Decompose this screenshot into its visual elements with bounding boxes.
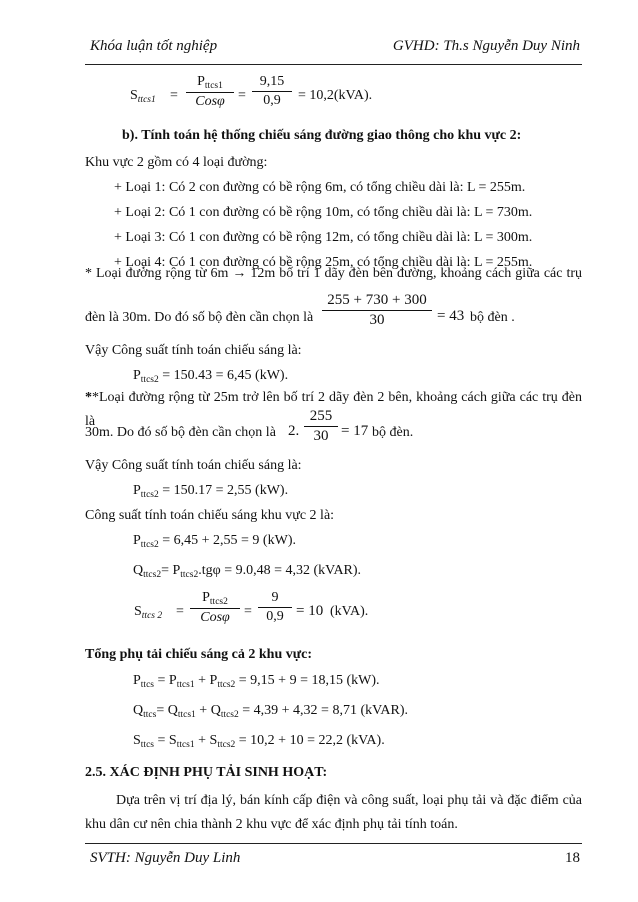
section-25-title: 2.5. XÁC ĐỊNH PHỤ TẢI SINH HOẠT: [85,765,328,780]
total-q-sb: ttcs2 [220,710,239,720]
formula-s1-num: P [197,74,205,89]
total-p-rest: = 9,15 + 9 = 18,15 (kW). [235,673,380,688]
frac2-result: = 17 [341,423,369,439]
footer-rule [85,843,582,844]
total-s-sb: ttcs2 [217,740,236,750]
p-calc-1-sub: ttcs2 [140,375,159,385]
q-area2-sub: ttcs2 [143,570,162,580]
formula-s2-num: P [202,590,210,605]
total-p [133,673,380,690]
section-b-title: b). Tính toán hệ thống chiếu sáng đường giao thông cho khu vực 2: [122,128,522,143]
formula-s2-unit: (kVA). [330,604,369,619]
p-calc-1 [133,368,288,385]
total-s-sub: ttcs [140,740,154,750]
total-p-sym: P [133,673,141,688]
frac1-result: = 43 [437,308,465,324]
q-area2-rest: .tgφ = 9.0,48 = 4,32 (kVAR). [198,563,362,578]
total-p-sa: ttcs1 [176,680,195,690]
road-type-2: + Loại 2: Có 1 con đường có bề rộng 10m, có tổng chiều dài là: L = 730m. [114,205,533,220]
section-25-body: Dựa trên vị trí địa lý, bán kính cấp điện và công suất, loại phụ tải và đặc điểm của khu dân cư nên chia thành 2 khu vực để xác định phụ tải tính toán. [85,793,582,832]
formula-s1-num-sub: ttcs1 [204,81,223,91]
total-p-sb: ttcs2 [217,680,236,690]
road-type-1: + Loại 1: Có 2 con đường có bề rộng 6m, có tổng chiều dài là: L = 255m. [114,180,526,195]
page-number: 18 [565,850,580,866]
formula-s1-lhs: S [130,88,138,103]
road-type-3: + Loại 3: Có 1 con đường có bề rộng 12m, có tổng chiều dài là: L = 300m. [114,230,533,245]
formula-s2-lhs-sub: ttcs 2 [141,611,163,621]
formula-s2-lhs: S [134,604,142,619]
frac1-num: 255 + 730 + 300 [327,292,427,308]
area2-intro: Khu vực 2 gồm có 4 loại đường: [85,155,268,170]
p-calc-1-rest: = 150.43 = 6,45 (kW). [158,368,289,383]
formula-s2-den2: 0,9 [266,609,284,624]
q-area2-mid: = P [161,563,181,578]
p-calc-2-sub: ttcs2 [140,490,159,500]
formula-s1-num2: 9,15 [259,74,285,89]
formula-s1-den2: 0,9 [263,93,281,108]
p-area2-sub: ttcs2 [140,540,159,550]
total-q-a: = Q [156,703,178,718]
total-s-sa: ttcs1 [176,740,195,750]
total-title: Tổng phụ tải chiếu sáng cả 2 khu vực: [85,647,313,662]
total-s-rest: = 10,2 + 10 = 22,2 (kVA). [235,733,385,748]
q-area2-sym: Q [133,563,144,578]
q-area2 [133,563,361,580]
formula-s2-den: Cosφ [200,610,230,625]
formula-s2-num2: 9 [271,590,279,605]
para2-line2-prefix: 30m. Do đó số bộ đèn cần chọn là [85,425,276,440]
formula-s2-result: = 10 [296,603,324,619]
para2-line1: **Loại đường rộng từ 25m trở lên bố trí 2 dãy đèn 2 bên, khoảng cách giữa các trụ đèn là [85,390,582,429]
total-s-b: + S [194,733,218,748]
total-q-sa: ttcs1 [177,710,196,720]
para2-line1-text: *Loại đường rộng từ 25m trở lên bố trí 2 dãy đèn 2 bên, khoảng cách giữa các trụ đèn là [85,390,582,429]
total-p-a: = P [154,673,177,688]
total-q-sub: ttcs [143,710,157,720]
p-area2 [133,533,296,550]
total-p-b: + P [194,673,218,688]
total-s-sym: S [133,733,141,748]
total-s-a: = S [154,733,177,748]
frac1-suffix: bộ đèn . [470,310,515,325]
frac2-suffix: bộ đèn. [372,425,414,440]
total-p-sub: ttcs [140,680,154,690]
frac2-den: 30 [313,428,329,444]
q-area2-sub2: ttcs2 [180,570,199,580]
power-intro-1: Vậy Công suất tính toán chiếu sáng là: [85,343,302,358]
p-calc-2 [133,483,288,500]
p-calc-2-sym: P [133,483,141,498]
formula-s1-result: = 10,2(kVA). [298,88,373,103]
para1-line1: * Loại đường rộng từ 6m → 12m bố trí 1 dãy đèn bên đường, khoảng cách giữa các trụ [85,266,582,281]
para1-line2-prefix: đèn là 30m. Do đó số bộ đèn cần chọn là [85,310,314,325]
footer-author: SVTH: Nguyễn Duy Linh [90,850,241,866]
frac2-num: 255 [309,408,333,424]
header-left: Khóa luận tốt nghiệp [90,38,218,54]
frac1-den: 30 [369,312,385,328]
p-calc-2-rest: = 150.17 = 2,55 (kW). [158,483,289,498]
p-area2-sym: P [133,533,141,548]
frac2-coef: 2. [288,423,300,439]
total-q [133,703,408,720]
road-type-4: + Loại 4: Có 1 con đường có bề rộng 25m, có tổng chiều dài là: L = 255m. [114,255,533,270]
header-rule [85,64,582,65]
area2-power-intro: Công suất tính toán chiếu sáng khu vực 2 là: [85,508,335,523]
header-right: GVHD: Th.s Nguyễn Duy Ninh [392,38,580,54]
p-area2-rest: = 6,45 + 2,55 = 9 (kW). [158,533,296,548]
power-intro-2: Vậy Công suất tính toán chiếu sáng là: [85,458,302,473]
p-calc-1-sym: P [133,368,141,383]
total-s [133,733,385,750]
formula-s2-num-sub: ttcs2 [209,597,228,607]
total-q-rest: = 4,39 + 4,32 = 8,71 (kVAR). [238,703,409,718]
formula-s1-lhs-sub: ttcs1 [137,95,156,105]
formula-s1-den: Cosφ [195,94,225,109]
total-q-sym: Q [133,703,144,718]
total-q-b: + Q [195,703,221,718]
